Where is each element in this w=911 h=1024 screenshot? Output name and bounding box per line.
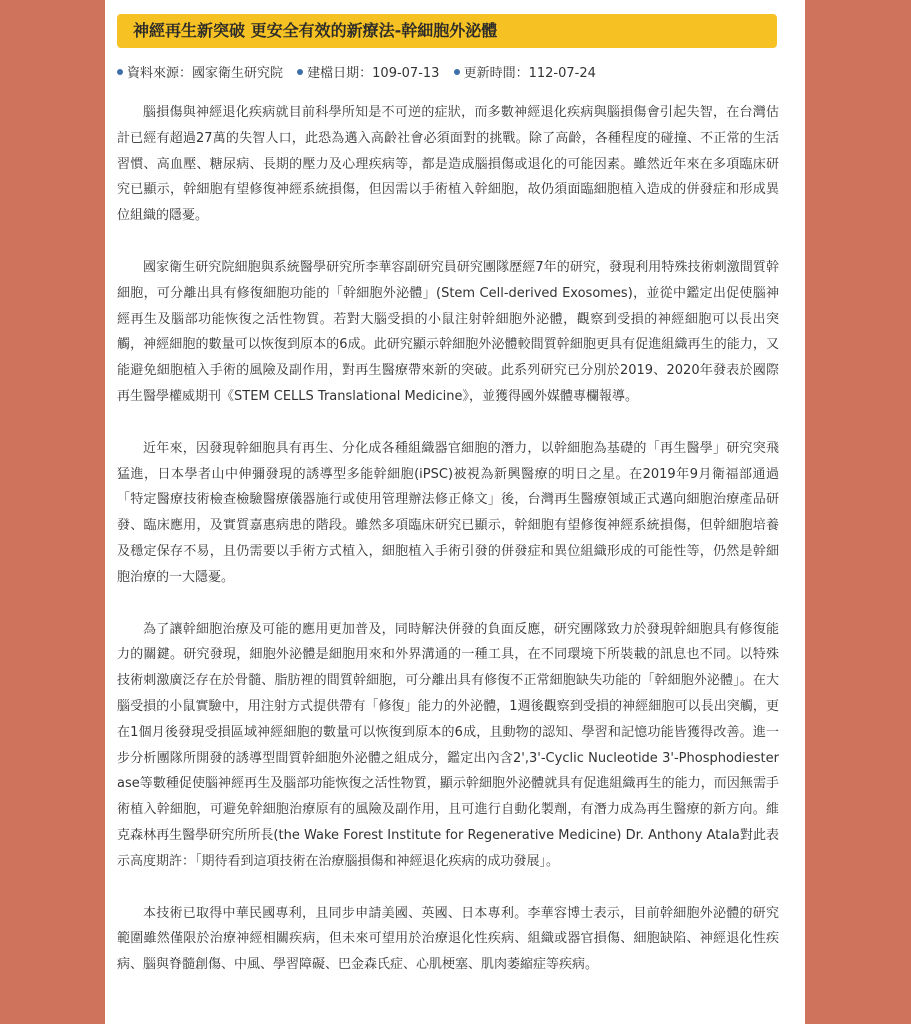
article-meta — [117, 63, 787, 85]
article-title-bar — [117, 14, 777, 48]
meta-updated-date — [454, 63, 596, 85]
bullet-dot-icon — [117, 69, 123, 75]
meta-source-text: 資料來源：國家衛生研究院 — [127, 66, 284, 81]
paragraph-1: 腦損傷與神經退化疾病就目前科學所知是不可逆的症狀，而多數神經退化疾病與腦損傷會引起失智，在台灣估計已經有超過27萬的失智人口，此恐為邁入高齡社會必須面對的挑戰。除了高齡，各種程度的碰撞、不正常的生活習慣、高血壓、糖尿病、長期的壓力及心理疾病等，都是造成腦損傷或退化的可能因素。雖然近年來在多項臨床研究已顯示，幹細胞有望修復神經系統損傷，但因需以手術植入幹細胞，故仍須面臨細胞植入造成的併發症和形成異位組織的隱憂。 — [117, 105, 779, 224]
meta-created-text: 建檔日期：109-07-13 — [307, 66, 440, 81]
paragraph-2: 國家衛生研究院細胞與系統醫學研究所李華容副研究員研究團隊歷經7年的研究，發現利用特殊技術刺激間質幹細胞，可分離出具有修復細胞功能的「幹細胞外泌體」(Stem Cell-derived Exosomes)，並從中鑑定出促使腦神經再生及腦部功能恢復之活性物質。若對大腦受損的小鼠注射幹細胞外泌體，觀察到受損的神經細胞可以長出突觸，神經細胞的數量可以恢復到原本的6成。此研究顯示幹細胞外泌體較間質幹細胞更具有促進組織再生的能力，又能避免細胞植入手術的風險及副作用，對再生醫療帶來新的突破。此系列研究已分別於2019、2020年發表於國際再生醫學權威期刊《STEM CELLS Translational Medicine》，並獲得國外媒體專欄報導。 — [117, 259, 779, 404]
article-page — [105, 0, 805, 1024]
article-title: 神經再生新突破 更安全有效的新療法-幹細胞外泌體 — [133, 21, 498, 40]
paragraph-5: 本技術已取得中華民國專利，且同步申請美國、英國、日本專利。李華容博士表示，目前幹細胞外泌體的研究範圍雖然僅限於治療神經相關疾病，但未來可望用於治療退化性疾病、組織或器官損傷、細胞缺陷、神經退化性疾病、腦與脊髓創傷、中風、學習障礙、巴金森氏症、心肌梗塞、肌肉萎縮症等疾病。 — [117, 905, 779, 973]
meta-source — [117, 63, 283, 85]
meta-updated-text: 更新時間：112-07-24 — [463, 66, 596, 81]
paragraph-4: 為了讓幹細胞治療及可能的應用更加普及，同時解決併發的負面反應，研究團隊致力於發現幹細胞具有修復能力的關鍵。研究發現，細胞外泌體是細胞用來和外界溝通的一種工具，在不同環境下所裝載的訊息也不同。以特殊技術刺激廣泛存在於骨髓、脂肪裡的間質幹細胞，可分離出具有修復不正常細胞缺失功能的「幹細胞外泌體」。在大腦受損的小鼠實驗中，用注射方式提供帶有「修復」能力的外泌體，1週後觀察到受損的神經細胞可以長出突觸，更在1個月後發現受損區域神經細胞的數量可以恢復到原本的6成，且動物的認知、學習和記憶功能皆獲得改善。進一步分析團隊所開發的誘導型間質幹細胞外泌體之組成分，鑑定出內含2',3'-Cyclic Nucleotide 3'-Phosphodiesterase等數種促使腦神經再生及腦部功能恢復之活性物質，顯示幹細胞外泌體就具有促進組織再生的能力，而因無需手術植入幹細胞，可避免幹細胞治療原有的風險及副作用，且可進行自動化製劑，有潛力成為再生醫療的新方向。維克森林再生醫學研究所所長(the Wake Forest Institute for Regenerative Medicine) Dr. Anthony Atala對此表示高度期許：「期待看到這項技術在治療腦損傷和神經退化疾病的成功發展」。 — [117, 621, 779, 869]
bullet-dot-icon — [297, 69, 303, 75]
meta-created-date — [297, 63, 439, 85]
paragraph-3: 近年來，因發現幹細胞具有再生、分化成各種組織器官細胞的潛力，以幹細胞為基礎的「再生醫學」研究突飛猛進，日本學者山中伸彌發現的誘導型多能幹細胞(iPSC)被視為新興醫療的明日之星。在2019年9月衛福部通過「特定醫療技術檢查檢驗醫療儀器施行或使用管理辦法修正條文」後，台灣再生醫療領域正式邁向細胞治療產品研發、臨床應用，及實質嘉惠病患的階段。雖然多項臨床研究已顯示，幹細胞有望修復神經系統損傷，但幹細胞培養及穩定保存不易，且仍需要以手術方式植入，細胞植入手術引發的併發症和異位組織形成的可能性等，仍然是幹細胞治療的一大隱憂。 — [117, 440, 779, 585]
article-body — [117, 100, 779, 978]
bullet-dot-icon — [454, 69, 460, 75]
